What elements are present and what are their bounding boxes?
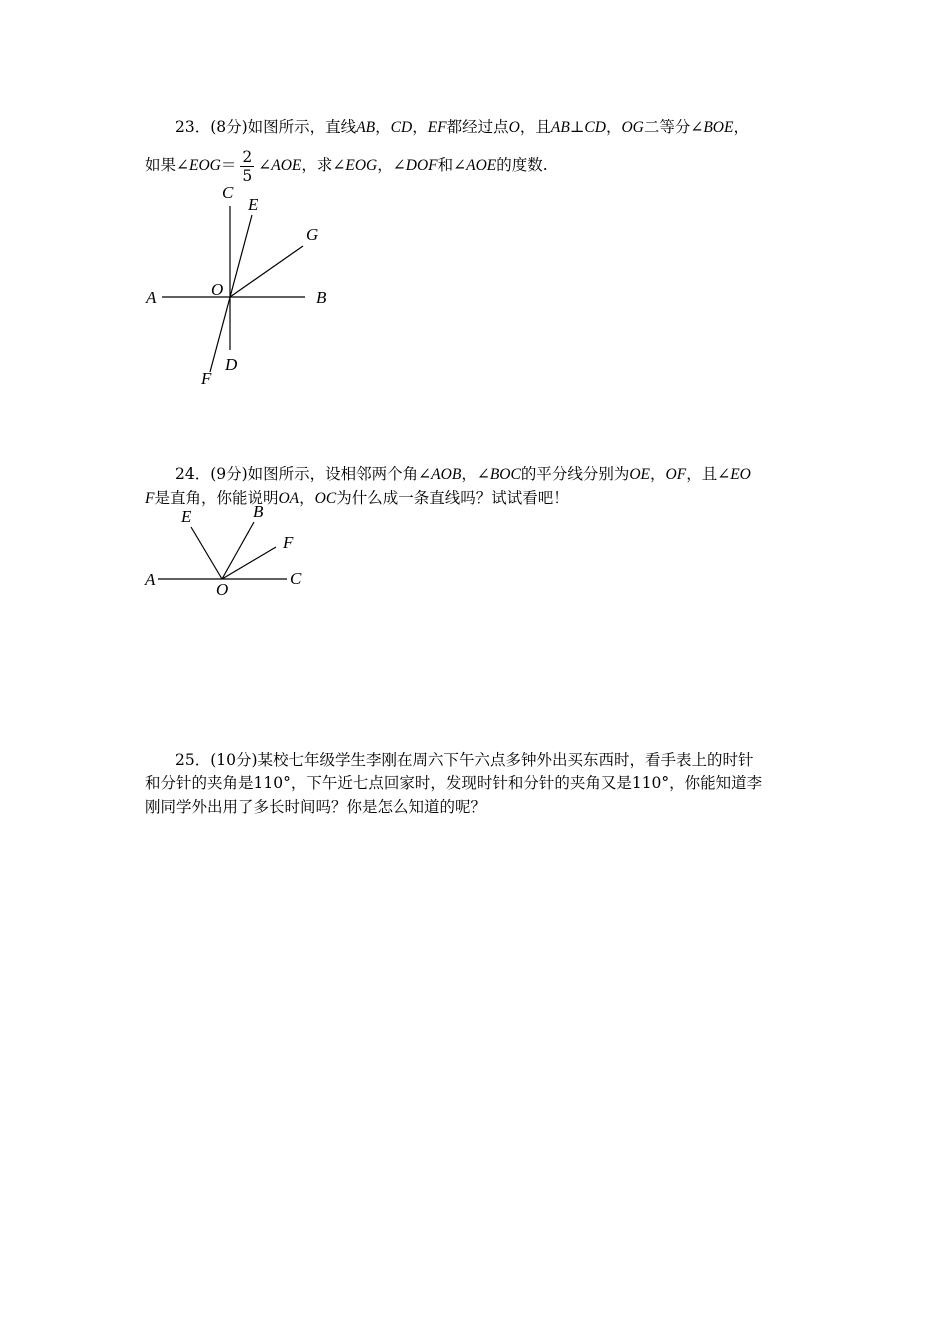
q24-line-1 (175, 464, 751, 485)
label-c: C (222, 183, 234, 202)
q25-line-3: 刚同学外出用了多长时间吗？你是怎么知道的呢？ (145, 798, 487, 816)
fraction-numerator: 2 (242, 147, 253, 166)
text-run: ， (299, 489, 315, 507)
label-o: O (211, 280, 224, 299)
text-run: ，∠ (461, 465, 490, 483)
text-run: ， (733, 118, 749, 136)
text-run: ，且 (519, 118, 551, 136)
math-variable: EOG (345, 157, 378, 174)
text-run: ， (605, 118, 622, 136)
text-run: ⊥ (569, 118, 585, 136)
math-variable: CD (584, 119, 606, 136)
text-run: 的平分线分别为 (520, 465, 630, 483)
label-o: O (216, 580, 229, 599)
math-variable: EO (730, 466, 751, 483)
q24-line-2 (145, 488, 569, 509)
math-variable: AOE (271, 157, 302, 174)
text-run: ＝ (220, 156, 237, 174)
text-run: ， (375, 118, 391, 136)
text-run: 为什么成一条直线吗？试试看吧！ (336, 489, 569, 507)
math-variable: OE (629, 466, 650, 483)
ray-ob (222, 522, 254, 579)
text-run: 二等分∠ (643, 118, 704, 136)
text-run: ， (650, 465, 666, 483)
math-variable: OC (314, 490, 337, 507)
math-variable: EF (427, 119, 447, 136)
text-run: ，∠ (377, 156, 406, 174)
math-variable: BOE (703, 119, 734, 136)
label-e: E (181, 507, 192, 526)
math-variable: EOG (189, 157, 221, 174)
text-run: ，且∠ (686, 465, 731, 483)
text-run: 是直角，你能说明 (154, 489, 279, 507)
math-variable: AOB (431, 466, 462, 483)
ray-of (222, 547, 276, 579)
math-variable: F (145, 490, 155, 507)
math-variable: DOF (405, 157, 438, 174)
text-run: ，求∠ (301, 156, 346, 174)
label-f: F (201, 369, 212, 388)
ray-oe (191, 527, 222, 579)
math-variable: OA (278, 490, 300, 507)
text-run: 的度数. (496, 156, 548, 174)
math-variable: OG (621, 119, 644, 136)
math-variable: AB (550, 119, 570, 136)
math-variable: AB (356, 119, 376, 136)
label-a: A (145, 570, 156, 589)
label-f: F (283, 533, 294, 552)
label-a: A (146, 288, 157, 307)
math-variable: O (508, 119, 520, 136)
q25-line-2: 和分针的夹角是110°，下午近七点回家时，发现时针和分针的夹角又是110°，你能知道李 (145, 774, 763, 792)
fraction-denominator: 5 (242, 166, 253, 185)
text-run: 和∠ (437, 156, 467, 174)
text-run: 23．(8分)如图所示，直线 (175, 118, 357, 136)
label-e: E (248, 195, 259, 214)
ray-og (230, 246, 303, 297)
math-variable: AOE (466, 157, 497, 174)
math-variable: BOC (489, 466, 521, 483)
q25-line-1: 25．(10分)某校七年级学生李刚在周六下午六点多钟外出买东西时，看手表上的时针 (175, 751, 754, 769)
math-variable: CD (390, 119, 413, 136)
text-run: ， (412, 118, 428, 136)
label-b: B (253, 502, 264, 521)
label-g: G (306, 225, 319, 244)
label-c: C (290, 569, 302, 588)
label-d: D (225, 355, 238, 374)
text-run: 如果∠ (145, 156, 189, 174)
label-b: B (316, 288, 327, 307)
text-run: ∠ (258, 156, 272, 174)
q23-figure (145, 183, 327, 388)
q24-figure (144, 502, 302, 599)
text-run: 24．(9分)如图所示，设相邻两个角∠ (175, 465, 432, 483)
math-variable: OF (665, 466, 687, 483)
text-run: 都经过点 (446, 118, 509, 136)
